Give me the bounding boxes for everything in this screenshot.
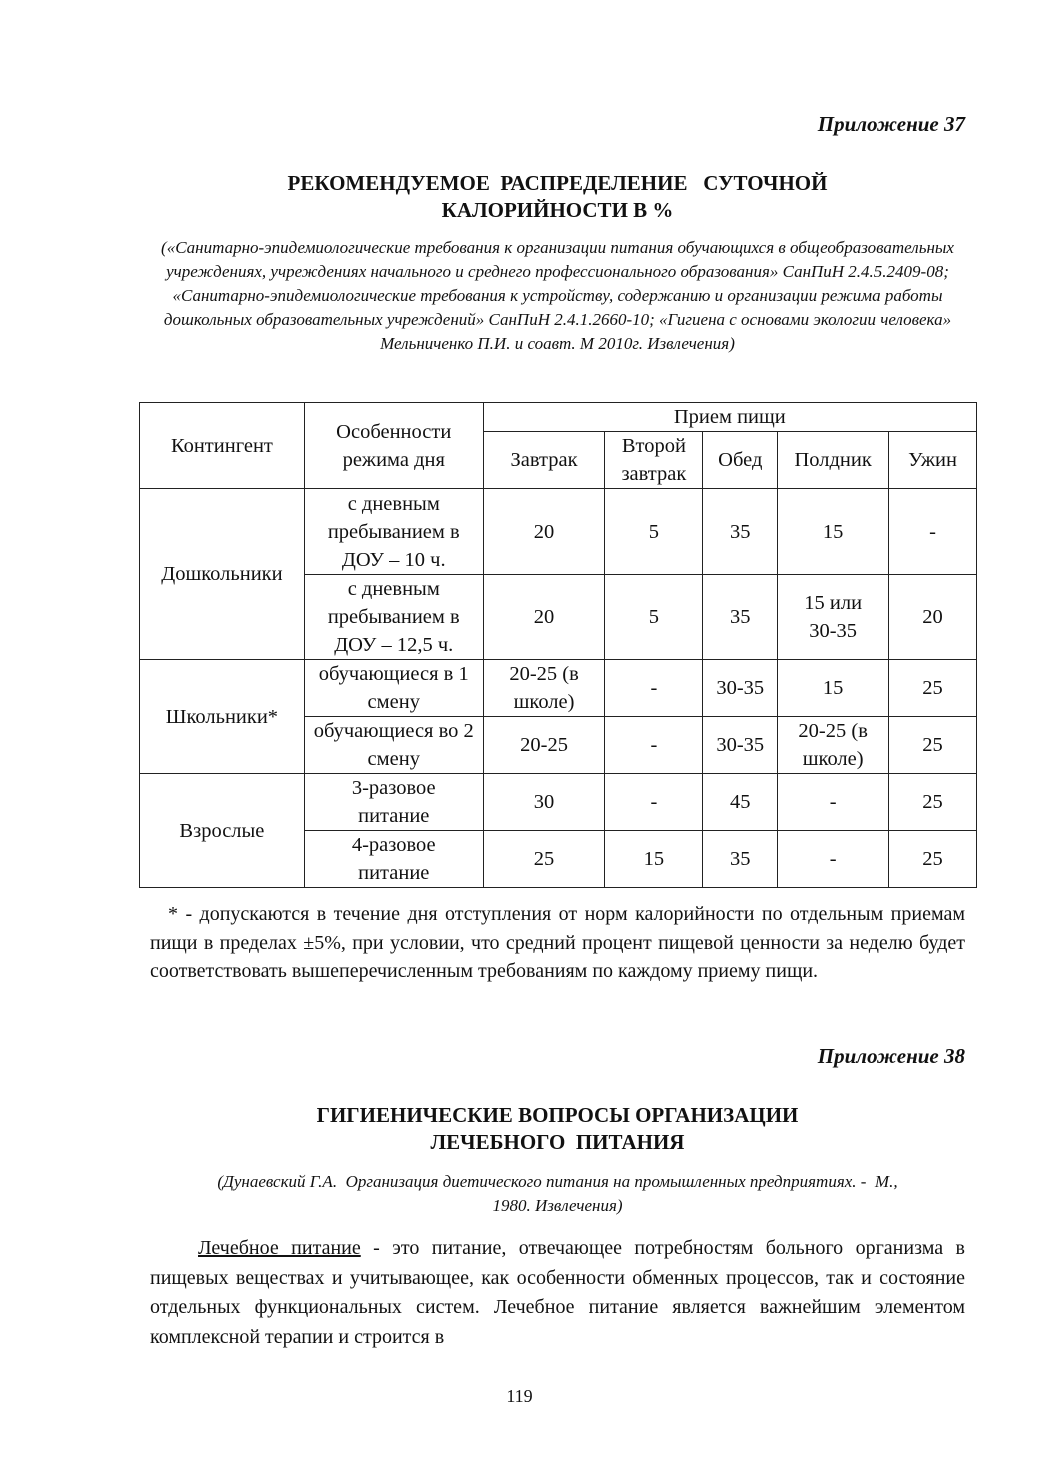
cell-breakfast: 20 (483, 575, 605, 660)
cell-lunch: 35 (703, 575, 778, 660)
header-regime: Особенности режима дня (304, 403, 483, 489)
cell-dinner: 20 (889, 575, 977, 660)
cell-second-breakfast: 5 (605, 575, 703, 660)
section-title-38 (150, 1102, 965, 1156)
title-38-line-1: ГИГИЕНИЧЕСКИЕ ВОПРОСЫ ОРГАНИЗАЦИИ (316, 1103, 799, 1127)
cell-second-breakfast: - (605, 774, 703, 831)
group-adults: Взрослые (140, 774, 305, 888)
cell-snack: - (778, 831, 889, 888)
cell-snack: 15 (778, 489, 889, 575)
cell-second-breakfast: 15 (605, 831, 703, 888)
calorie-distribution-table (139, 402, 977, 888)
cell-lunch: 45 (703, 774, 778, 831)
header-dinner: Ужин (889, 432, 977, 489)
cell-regime: 4-разовое питание (304, 831, 483, 888)
cell-breakfast: 30 (483, 774, 605, 831)
source-citation-37: («Санитарно-эпидемиологические требования к организации питания обучающихся в общеобразовательных учреждениях, учреждениях начального и среднего профессионального образования» СанПиН 2.4.5.2409-08; «Санитарно-эпидемиологические требования к устройству, содержанию и организации режима работы дошкольных образовательных учреждений» СанПиН 2.4.1.2660-10; «Гигиена с основами экологии человека» Мельниченко П.И. и соавт. М 2010г. Извлечения) (161, 238, 954, 353)
header-lunch: Обед (703, 432, 778, 489)
cell-second-breakfast: 5 (605, 489, 703, 575)
header-meal-group: Прием пищи (483, 403, 976, 432)
cell-lunch: 35 (703, 831, 778, 888)
cell-lunch: 30-35 (703, 660, 778, 717)
cell-regime: обучающиеся во 2 смену (304, 717, 483, 774)
table-row (140, 489, 977, 575)
table-footnote: * - допускаются в течение дня отступления от норм калорийности по отдельным приемам пищи в пределах ±5%, при условии, что средний процент пищевой ценности за неделю будет соответствовать вышеперечисленным требованиям по каждому приему пищи. (150, 903, 965, 982)
cell-snack: 20-25 (в школе) (778, 717, 889, 774)
appendix-38-label: Приложение 38 (817, 1044, 965, 1068)
table-row (140, 660, 977, 717)
cell-regime: обучающиеся в 1 смену (304, 660, 483, 717)
group-preschool: Дошкольники (140, 489, 305, 660)
body-paragraph (150, 1234, 965, 1352)
cell-regime: 3-разовое питание (304, 774, 483, 831)
title-37-line-2: КАЛОРИЙНОСТИ В % (441, 198, 674, 222)
cell-breakfast: 20-25 (483, 717, 605, 774)
cell-dinner: 25 (889, 831, 977, 888)
cell-dinner: - (889, 489, 977, 575)
defined-term: Лечебное питание (198, 1237, 361, 1259)
header-breakfast: Завтрак (483, 432, 605, 489)
cell-snack: 15 (778, 660, 889, 717)
cell-breakfast: 20 (483, 489, 605, 575)
cell-breakfast: 20-25 (в школе) (483, 660, 605, 717)
source-citation-38: (Дунаевский Г.А. Организация диетического питания на промышленных предприятиях. - М., 1980. Извлечения) (217, 1172, 902, 1215)
cell-snack: 15 или 30-35 (778, 575, 889, 660)
cell-regime: с дневным пребыванием в ДОУ – 12,5 ч. (304, 575, 483, 660)
header-second-breakfast: Второй завтрак (605, 432, 703, 489)
header-snack: Полдник (778, 432, 889, 489)
cell-dinner: 25 (889, 717, 977, 774)
table-row (140, 774, 977, 831)
section-title-37 (150, 170, 965, 224)
cell-dinner: 25 (889, 774, 977, 831)
table-header-row (140, 403, 977, 432)
cell-breakfast: 25 (483, 831, 605, 888)
title-38-line-2: ЛЕЧЕБНОГО ПИТАНИЯ (430, 1130, 685, 1154)
page-number: 119 (506, 1386, 533, 1406)
appendix-37-label: Приложение 37 (817, 112, 965, 136)
title-37-line-1: РЕКОМЕНДУЕМОЕ РАСПРЕДЕЛЕНИЕ СУТОЧНОЙ (287, 171, 828, 195)
group-school: Школьники* (140, 660, 305, 774)
header-contingent: Контингент (140, 403, 305, 489)
cell-second-breakfast: - (605, 717, 703, 774)
paragraph-text: - это питание, отвечающее потребностям больного организма в пищевых веществах и учитывающее, как особенности обменных процессов, так и состояние отдельных функциональных систем. Лечебное питание является важнейшим элементом комплексной терапии и строится в (150, 1237, 965, 1348)
cell-lunch: 30-35 (703, 717, 778, 774)
cell-snack: - (778, 774, 889, 831)
cell-lunch: 35 (703, 489, 778, 575)
cell-regime: с дневным пребыванием в ДОУ – 10 ч. (304, 489, 483, 575)
cell-dinner: 25 (889, 660, 977, 717)
cell-second-breakfast: - (605, 660, 703, 717)
